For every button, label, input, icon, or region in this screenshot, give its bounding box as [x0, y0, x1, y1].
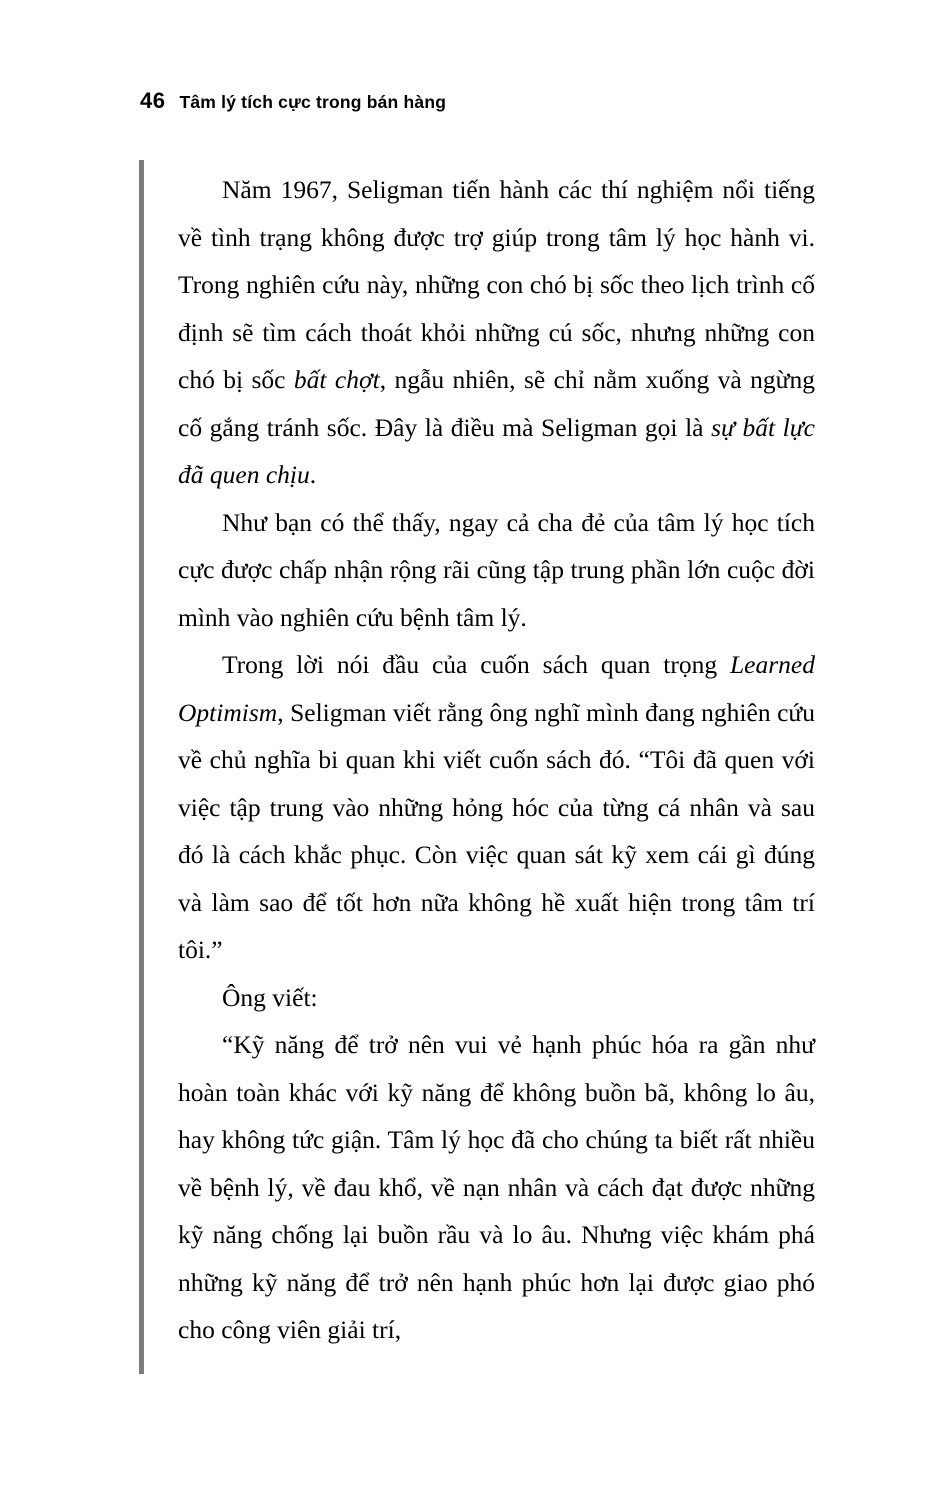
text-run: . [309, 460, 317, 489]
running-title: Tâm lý tích cực trong bán hàng [179, 92, 447, 112]
text-run: , Seligman viết rằng ông nghĩ mình đang nghiên cứu về chủ nghĩa bi quan khi viết cuốn sách đó. “Tôi đã quen với việc tập trung vào những hỏng hóc của từng cá nhân và sau đó là cách khắc phục. Còn việc quan sát kỹ xem cái gì đúng và làm sao để tốt hơn nữa không hề xuất hiện trong tâm trí tôi.” [178, 697, 815, 964]
page-header [140, 88, 446, 114]
text-run: Trong lời nói đầu của cuốn sách quan trọng [222, 650, 730, 679]
body-paragraph [178, 974, 815, 1022]
page-number: 46 [140, 88, 166, 113]
body-paragraph [178, 166, 815, 499]
body-paragraph [178, 1021, 815, 1354]
vertical-rule-decoration [139, 160, 144, 1374]
emphasized-text: Learned Optimism [178, 650, 815, 727]
body-paragraph [178, 641, 815, 974]
text-run: “Kỹ năng để trở nên vui vẻ hạnh phúc hóa ra gần như hoàn toàn khác với kỹ năng để không buồn bã, không lo âu, hay không tức giận. Tâm lý học đã cho chúng ta biết rất nhiều về bệnh lý, về đau khổ, về nạn nhân và cách đạt được những kỹ năng chống lại buồn rầu và lo âu. Nhưng việc khám phá những kỹ năng để trở nên hạnh phúc hơn lại được giao phó cho công viên giải trí, [178, 1030, 815, 1344]
text-run: Ông viết: [222, 982, 318, 1012]
emphasized-text: bất chợt [293, 365, 380, 394]
emphasized-text: sự bất lực đã quen chịu [178, 412, 815, 489]
text-run: Như bạn có thể thấy, ngay cả cha đẻ của tâm lý học tích cực được chấp nhận rộng rãi cũng tập trung phần lớn cuộc đời mình vào nghiên cứu bệnh tâm lý. [178, 507, 815, 632]
body-text-column [178, 166, 815, 1354]
text-run: Năm 1967, Seligman tiến hành các thí nghiệm nổi tiếng về tình trạng không được trợ giúp trong tâm lý học hành vi. Trong nghiên cứu này, những con chó bị sốc theo lịch trình cố định sẽ tìm cách thoát khỏi những cú sốc, nhưng những con chó bị sốc [178, 175, 815, 394]
text-run: , ngẫu nhiên, sẽ chỉ nằm xuống và ngừng cố gắng tránh sốc. Đây là điều mà Seligman gọi là [178, 365, 815, 442]
body-paragraph [178, 499, 815, 642]
